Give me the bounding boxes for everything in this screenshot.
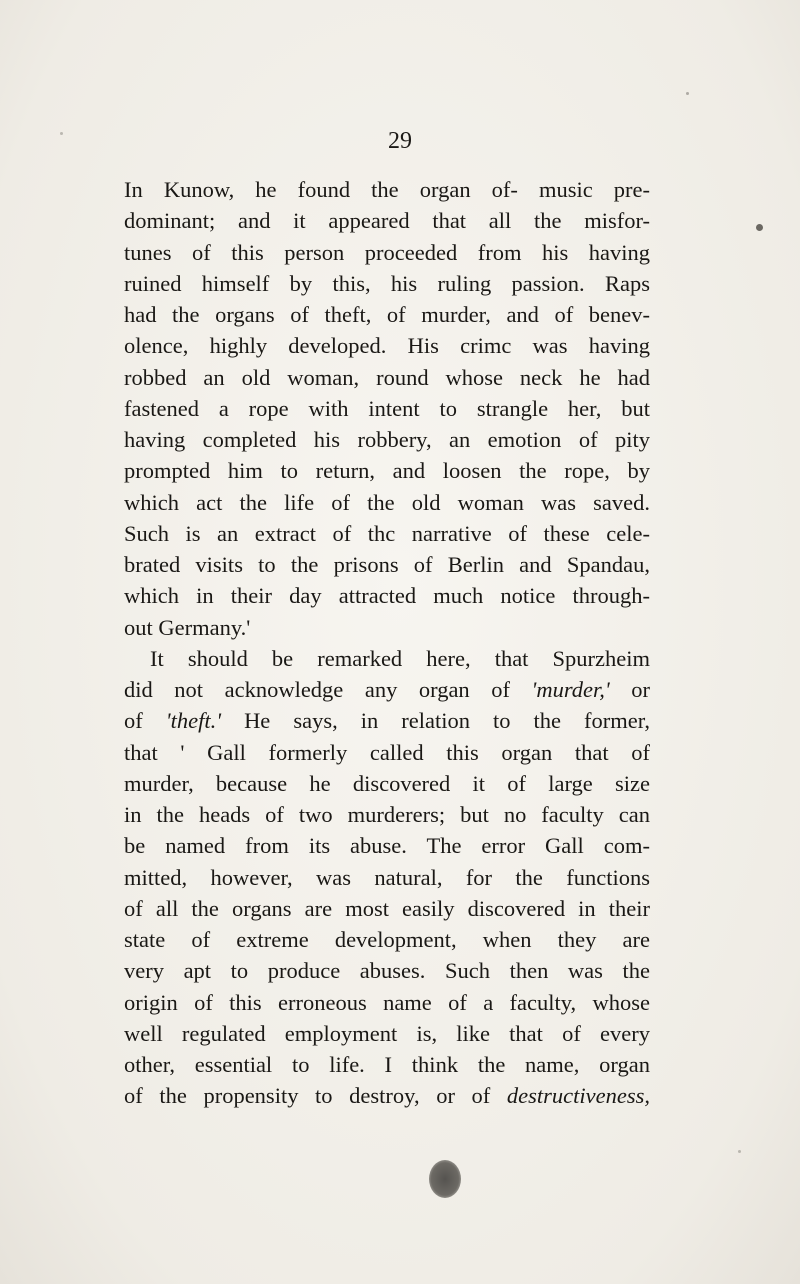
text-line: robbed an old woman, round whose neck he had [124,364,650,390]
ink-speck [756,224,763,231]
italic-term: 'theft.' [165,708,222,734]
text-line: prompted him to return, and loosen the rope, by [124,458,650,484]
page-number: 29 [388,128,412,154]
text-line: state of extreme development, when they are [124,927,650,952]
text-line: had the organs of theft, of murder, and of benev- [124,302,650,327]
text-line [124,674,650,705]
text-line: fastened a rope with intent to strangle her, but [124,395,650,421]
text-line: very apt to produce abuses. Such then was the [124,958,650,984]
text-line: dominant; and it appeared that all the misfor- [124,208,650,234]
ink-speck [738,1150,741,1153]
text-segment: of [124,708,143,734]
ink-speck [60,132,63,135]
text-segment: or [631,677,650,702]
text-line: well regulated employment is, like that of every [124,1020,650,1046]
text-line: It should be remarked here, that Spurzheim [150,645,650,671]
text-line: murder, because he discovered it of large size [124,770,650,796]
text-line: be named from its abuse. The error Gall com- [124,833,650,859]
text-segment: of the propensity to destroy, or of [124,1083,491,1109]
text-line: brated visits to the prisons of Berlin and Spandau, [124,552,650,577]
text-segment: did not acknowledge any organ of [124,677,510,702]
text-line: which act the life of the old woman was saved. [124,489,650,515]
text-line: of all the organs are most easily discovered in their [124,895,650,921]
ink-blot [429,1160,461,1198]
text-line: tunes of this person proceeded from his having [124,239,650,265]
text-line: origin of this erroneous name of a faculty, whose [124,989,650,1015]
text-line [124,1080,650,1111]
text-line: having completed his robbery, an emotion of pity [124,427,650,452]
text-line: Such is an extract of thc narrative of these cele- [124,520,650,546]
body-text [124,174,650,1112]
text-line: in the heads of two murderers; but no faculty can [124,802,650,827]
text-line: ruined himself by this, his ruling passion. Raps [124,270,650,296]
text-line: mitted, however, was natural, for the functions [124,864,650,890]
text-line: that ' Gall formerly called this organ that of [124,739,650,765]
text-line [124,705,650,736]
text-line: In Kunow, he found the organ of- music pre- [124,177,650,202]
text-line: other, essential to life. I think the name, organ [124,1052,650,1077]
text-segment: He says, in relation to the former, [244,708,650,734]
italic-term: 'murder,' [531,677,610,702]
text-line: olence, highly developed. His crimc was having [124,333,650,359]
text-line: out Germany.' [124,614,251,640]
ink-speck [686,92,689,95]
text-line: which in their day attracted much notice through- [124,583,650,609]
italic-term: destructiveness, [506,1083,651,1109]
